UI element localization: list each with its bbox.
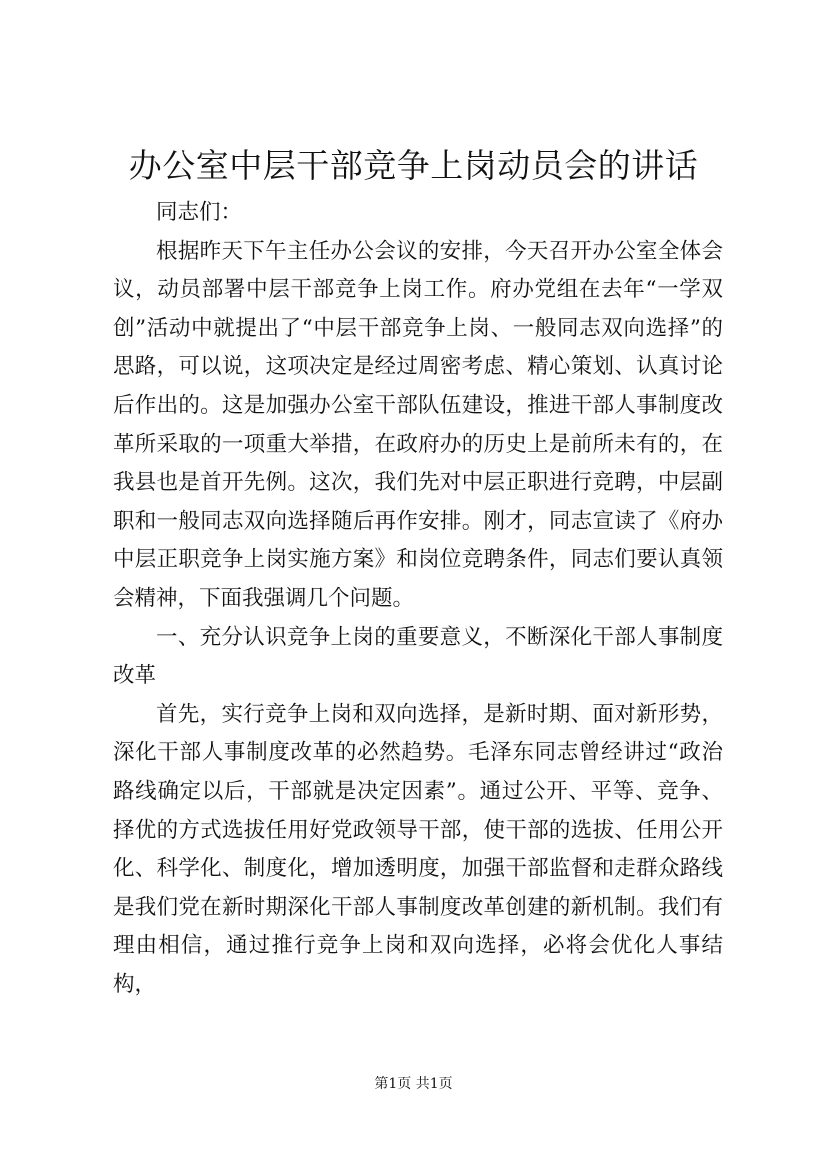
document-title: 办公室中层干部竞争上岗动员会的讲话 (128, 146, 699, 185)
body-paragraph: 首先，实行竞争上岗和双向选择，是新时期、面对新形势，深化干部人事制度改革的必然趋势。毛泽东同志曾经讲过“政治路线确定以后，干部就是决定因素”。通过公开、平等、竞争、择优的方式选拔任用好党政领导干部，使干部的选拔、任用公开化、科学化、制度化，增加透明度，加强干部监督和走群众路线是我们党在新时期深化干部人事制度改革创建的新机制。我们有理由相信，通过推行竞争上岗和双向选择，必将会优化人事结构， (113, 701, 723, 997)
intro-paragraph: 根据昨天下午主任办公会议的安排，今天召开办公室全体会议，动员部署中层干部竞争上岗工作。府办党组在去年“一学双创”活动中就提出了“中层干部竞争上岗、一般同志双向选择”的思路，可以说，这项决定是经过周密考虑、精心策划、认真讨论后作出的。这是加强办公室干部队伍建设，推进干部人事制度改革所采取的一项重大举措，在政府办的历史上是前所未有的，在我县也是首开先例。这次，我们先对中层正职进行竞聘，中层副职和一般同志双向选择随后再作安排。刚才，同志宣读了《府办中层正职竞争上岗实施方案》和岗位竞聘条件，同志们要认真领会精神，下面我强调几个问题。 (113, 238, 723, 611)
page-footer: 第1页 共1页 (374, 1076, 453, 1092)
document-body (113, 194, 723, 1004)
salutation-paragraph: 同志们： (156, 200, 243, 225)
section-heading-paragraph: 一、充分认识竞争上岗的重要意义，不断深化干部人事制度改革 (113, 624, 723, 689)
